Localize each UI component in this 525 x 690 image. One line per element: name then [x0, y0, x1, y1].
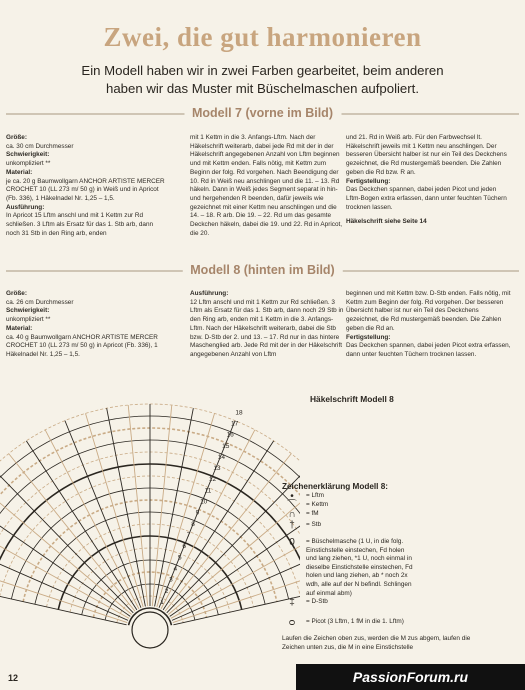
legend-symbol-icon: •: [290, 491, 294, 502]
legend-text: = Kettm: [306, 501, 329, 508]
model8-col2-label-line: [190, 290, 345, 299]
legend-title: Zeichenerklärung Modell 8:: [282, 482, 389, 491]
subtitle-line: haben wir das Muster mit Büschelmaschen aufpoliert.: [106, 81, 419, 96]
chart-round-number: 6: [182, 543, 187, 551]
legend-symbol-icon: †: [289, 520, 295, 531]
chart-center-ring: [132, 612, 168, 648]
model7-column-2: [190, 134, 345, 238]
chart-round-number: 17: [230, 420, 239, 428]
chart-round-number: 4: [173, 565, 178, 573]
model7-col1-text: je ca. 20 g Baumwollgarn ANCHOR ARTISTE MERCER CROCHET 10 (LL 273 m/ 50 g) in Weiß und in Apricot (Fb. 336), 1 Häkelnadel Nr. 1,25 – 1,5.: [6, 177, 165, 202]
model7-column-1: [6, 134, 166, 238]
model7-col3-label: Häkelschrift siehe Seite 14: [346, 218, 427, 226]
model7-col1-text: ca. 30 cm Durchmesser: [6, 142, 74, 150]
model7-col3-label-line: [346, 178, 511, 187]
model8-col1-label-line: [6, 290, 166, 299]
page-title: Zwei, die gut harmonieren: [103, 22, 422, 52]
model8-column-2: [190, 290, 345, 360]
model7-col1-label-line: [6, 134, 166, 143]
chart-stitch-line: [9, 454, 135, 612]
legend-text: = Büschelmasche (1 U, in die folg. Einstichstelle einstechen, Fd holen und lang ziehen, *1 U, noch einmal in dieselbe Einstichstelle einstechen, Fd holen und lang ziehen, ab * noch 2x wdh, alle auf der N befindl. Schlingen auf einmal abm): [306, 538, 413, 597]
chart-round-number: 3: [169, 576, 173, 584]
model8-col1-text: unkompliziert **: [6, 316, 51, 324]
model7-col3-label: Fertigstellung:: [346, 177, 391, 185]
model7-col1-label-line: [6, 169, 166, 178]
chart-stitch-line: [161, 430, 255, 609]
chart-stitch-line: [45, 430, 139, 609]
model7-col2-text: mit 1 Kettm in die 3. Anfangs-Lftm. Nach der Häkelschrift weiterarb, dabei jede Rd mit der in der Häkelschrift angegebenen Anzahl von Lftm beginnen und mit Kettm enden. Falls nötig, mit Kettm zum Beginn der folg. Rd vorgehen. Nach Beendigung der 10. Rd in Weiß neu anschlingen und die 11. – 13. Rd häkeln. Dann in Weiß jedes Segment separat in hin- und hergehenden R beenden, dafür jeweils wie gezeichnet mit einer Kettm neu anschlingen und die 14. – 18. R arb. Die 19. – 22. Rd um das gesamte Deckchen häkeln, dabei die 19. und 22. Rd in Apricot, die 20.: [190, 134, 343, 237]
model8-col1-label: Schwierigkeit:: [6, 307, 50, 315]
model8-heading: Modell 8 (hinten im Bild): [182, 263, 342, 277]
chart-stitch-line: [85, 413, 143, 607]
chart-round-number: 15: [222, 442, 230, 450]
model7-col1-text: unkompliziert **: [6, 160, 51, 168]
model8-col1-label-line: [6, 325, 166, 334]
model7-heading-band: [6, 106, 519, 122]
legend-text: = Stb: [306, 521, 322, 528]
chart-round-number: 8: [191, 520, 195, 528]
chart-round-number: 2: [164, 587, 169, 595]
model7-col3-label-line: [346, 218, 511, 227]
chart-round-number: 10: [200, 498, 208, 506]
model8-col2-text: 12 Lftm anschl und mit 1 Kettm zur Rd schließen. 3 Lftm als Ersatz für das 1. Stb arb, dann noch 29 Stb in den Ring arb, enden mit 1 Kettm in die 3. Anfangs-Lftm. Nach der Häkelschrift weiterarb, dabei die Stb bzw. D-Stb der 2. und 13. – 17. Rd nur in das hintere Maschenglied arb. Jede Rd mit der in der Häkelschrift angegebenen Anzahl von Lftm: [190, 298, 344, 358]
model7-col1-label: Ausführung:: [6, 203, 45, 211]
model7-col3-text: und 21. Rd in Weiß arb. Für den Farbwechsel lt. Häkelschrift jeweils mit 1 Kettm neu anschlingen. Der besseren Übersicht halber ist nur ein Teil des Deckchens gezeichnet, die Rd mustergemäß beenden. Die Zahlen geben die Rd bzw. R an.: [346, 134, 507, 176]
model8-column-1: [6, 290, 166, 360]
footer-note: Laufen die Zeichen oben zus, werden die M zus abgem, laufen die Zeichen unten zus, die M in eine Einstichstelle: [282, 635, 471, 651]
model7-col1-label: Material:: [6, 168, 33, 176]
model7-column-3: [346, 134, 511, 227]
legend-text: = fM: [306, 510, 319, 517]
model8-col3-label-line: [346, 334, 511, 343]
legend-symbol-icon: 0: [289, 537, 295, 548]
chart-stitch-line: [157, 413, 215, 607]
model8-col2-label: Ausführung:: [190, 290, 229, 297]
legend-text: = Picot (3 Lftm, 1 fM in die 1. Lftm): [306, 618, 404, 625]
chart-stitch-line: [107, 408, 146, 606]
chart-round-number: 5: [177, 554, 182, 562]
chart-title: Häkelschrift Modell 8: [310, 394, 394, 404]
model7-col1-label: Größe:: [6, 134, 27, 141]
page-number: 12: [8, 673, 19, 683]
legend-symbol-icon: ‡: [289, 597, 295, 608]
model8-col1-label-line: [6, 307, 166, 316]
model8-col1-text: ca. 26 cm Durchmesser: [6, 298, 74, 306]
model8-col1-label: Größe:: [6, 290, 27, 297]
crochet-chart-model8: [0, 380, 300, 670]
chart-round-number: 1: [160, 598, 164, 606]
model8-col1-label: Material:: [6, 324, 33, 332]
chart-stitch-line: [128, 405, 147, 606]
model7-col3-text: Das Deckchen spannen, dabei jeden Picot und jeden Lftm-Bogen extra erfassen, dann unter feuchten Tüchern trocknen lassen.: [346, 186, 507, 211]
legend-symbol-icon: ⌒: [287, 500, 297, 511]
model8-col3-label: Fertigstellung:: [346, 333, 391, 341]
model8-col3-text: Das Deckchen spannen, dabei jeden Picot extra erfassen, dann unter feuchten Tüchern trocknen lassen.: [346, 342, 511, 358]
chart-round-number: 14: [217, 453, 225, 461]
chart-round-number: 16: [226, 431, 234, 439]
model7-col1-text: In Apricot 15 Lftm anschl und mit 1 Kettm zur Rd schließen. 3 Lftm als Ersatz für das 1. Stb arb, dann noch 31 Stb in den Ring arb, enden: [6, 212, 154, 237]
model8-heading-band: [6, 263, 519, 279]
subtitle-line: Ein Modell haben wir in zwei Farben gearbeitet, beim anderen: [81, 63, 444, 78]
model8-col1-text: ca. 40 g Baumwollgarn ANCHOR ARTISTE MERCER CROCHET 10 (LL 273 m/ 50 g) in Apricot (Fb. 336), 1 Häkelnadel Nr. 1,25 – 1,5.: [6, 333, 158, 358]
model8-col3-text: beginnen und mit Kettm bzw. D-Stb enden. Falls nötig, mit Kettm zum Beginn der folg. Rd vorgehen. Der besseren Übersicht halber ist nur ein Teil des Deckchens gezeichnet, die Rd mustergemäß beenden. Die Zahlen geben die Rd an.: [346, 290, 511, 332]
chart-round-number: 9: [195, 509, 200, 517]
chart-round-number: 7: [186, 532, 191, 540]
chart-stitch-line: [65, 421, 141, 608]
legend-text: = D-Stb: [306, 598, 328, 605]
model7-heading: Modell 7 (vorne im Bild): [184, 106, 341, 120]
model7-col1-label-line: [6, 204, 166, 213]
chart-round-number: 13: [213, 465, 221, 473]
watermark-logo: PassionForum.ru: [296, 664, 525, 690]
chart-round-number: 18: [235, 409, 243, 417]
chart-round-number: 11: [204, 487, 212, 495]
model7-col1-label-line: [6, 151, 166, 160]
page-subtitle: [20, 62, 505, 98]
legend-symbol-icon: ᴑ: [288, 617, 296, 628]
model7-col1-label: Schwierigkeit:: [6, 151, 50, 159]
legend-symbol-icon: ∩: [288, 509, 296, 520]
model8-column-3: [346, 290, 511, 360]
chart-round-number: 12: [208, 476, 217, 484]
legend-text: = Lftm: [306, 492, 324, 499]
